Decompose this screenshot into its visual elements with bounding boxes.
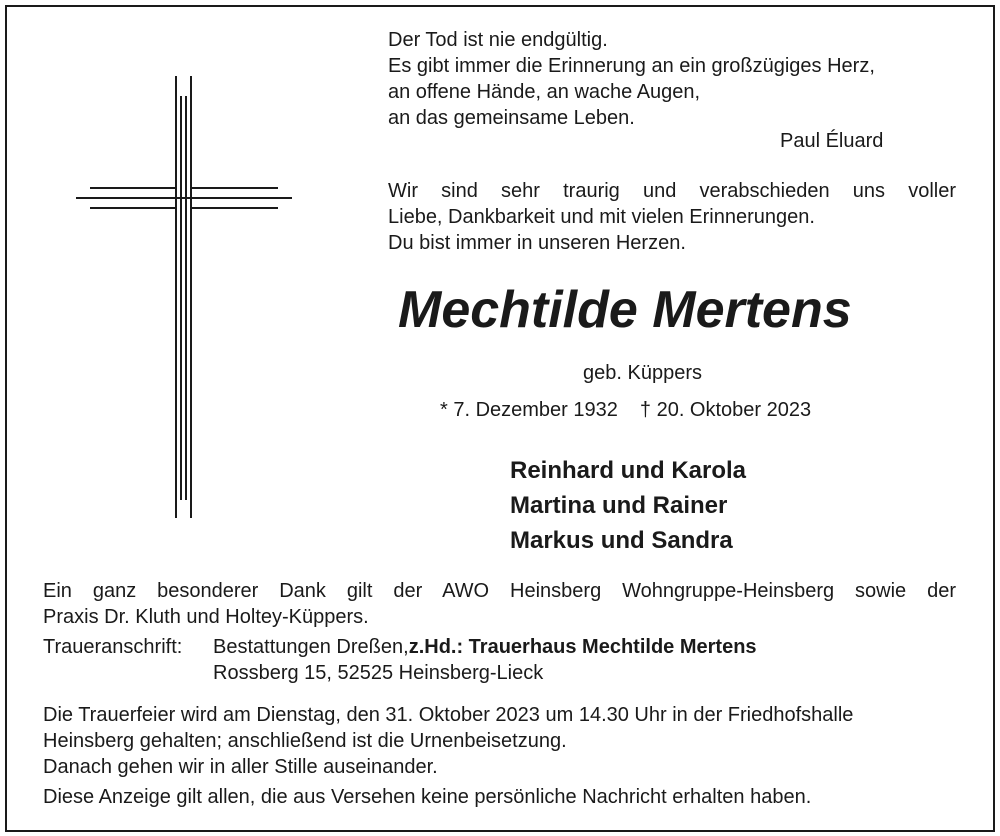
poem-line: Es gibt immer die Erinnerung an ein großzügiges Herz, <box>388 55 875 77</box>
birth-date: * 7. Dezember 1932 <box>440 399 618 421</box>
notice-text: Diese Anzeige gilt allen, die aus Versehen keine persönliche Nachricht erhalten haben. <box>43 786 812 808</box>
address-label: Traueranschrift: <box>43 636 183 658</box>
address-recipient: z.Hd.: Trauerhaus Mechtilde Mertens <box>408 636 757 658</box>
deceased-name: Mechtilde Mertens <box>398 281 852 339</box>
thanks-line: Praxis Dr. Kluth und Holtey-Küppers. <box>43 606 369 628</box>
address-line-1 <box>213 636 757 659</box>
poem-line: an offene Hände, an wache Augen, <box>388 81 701 103</box>
family-list <box>510 453 746 558</box>
message-line: Liebe, Dankbarkeit und mit vielen Erinnerungen. <box>388 206 815 228</box>
address-line-2: Rossberg 15, 52525 Heinsberg-Lieck <box>213 662 544 684</box>
poem-line: an das gemeinsame Leben. <box>388 107 635 129</box>
poem-author: Paul Éluard <box>780 130 884 152</box>
thanks-line: Ein ganz besonderer Dank gilt der AWO Heinsberg Wohngruppe-Heinsberg sowie der <box>43 580 956 602</box>
service-line: Heinsberg gehalten; anschließend ist die Urnenbeisetzung. <box>43 730 567 752</box>
thanks-text <box>43 578 956 630</box>
family-member: Markus und Sandra <box>510 527 733 554</box>
message-line: Wir sind sehr traurig und verabschieden uns voller <box>388 180 956 202</box>
service-line: Danach gehen wir in aller Stille auseinander. <box>43 756 438 778</box>
death-date: † 20. Oktober 2023 <box>639 399 812 421</box>
family-member: Reinhard und Karola <box>510 457 747 484</box>
address-undertaker: Bestattungen Dreßen, <box>213 636 409 658</box>
maiden-name: geb. Küppers <box>583 362 702 384</box>
family-member: Martina und Rainer <box>510 492 728 519</box>
farewell-message <box>388 178 956 256</box>
service-line: Die Trauerfeier wird am Dienstag, den 31. Oktober 2023 um 14.30 Uhr in der Friedhofshalle <box>43 704 854 726</box>
poem <box>388 27 875 131</box>
cross-icon <box>76 76 292 518</box>
service-info <box>43 702 956 780</box>
poem-line: Der Tod ist nie endgültig. <box>388 29 608 51</box>
message-line: Du bist immer in unseren Herzen. <box>388 232 686 254</box>
life-dates <box>440 399 811 422</box>
